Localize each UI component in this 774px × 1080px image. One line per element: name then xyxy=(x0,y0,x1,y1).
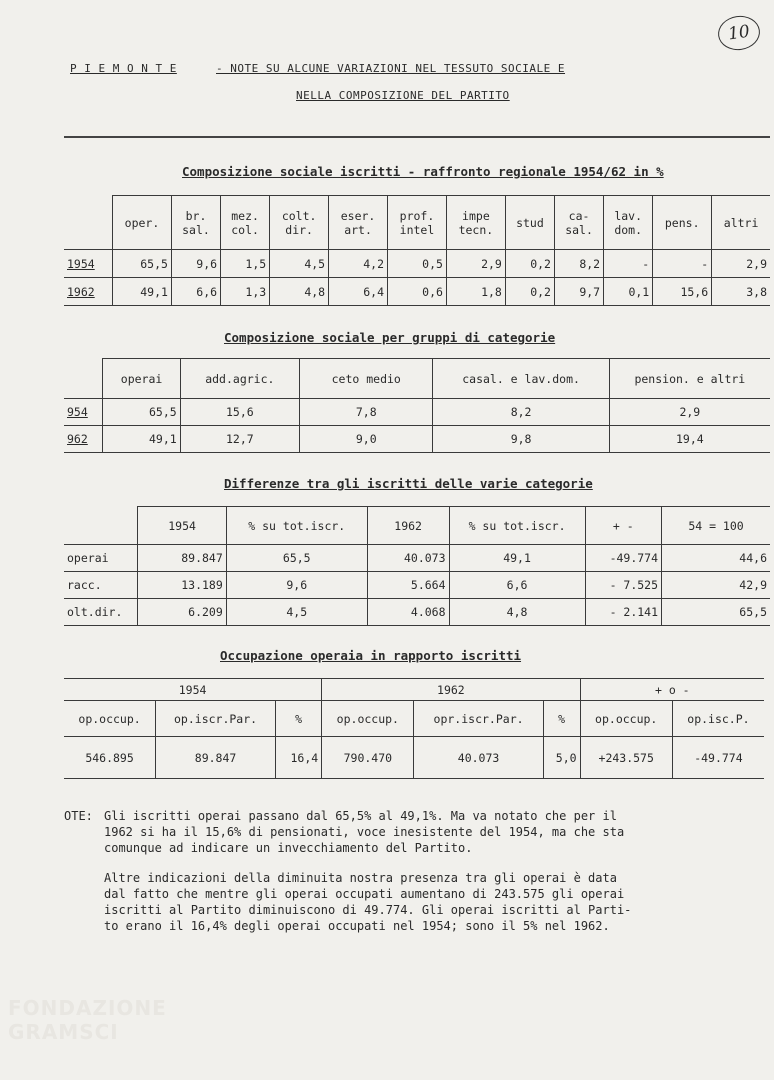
table1-cell: 2,9 xyxy=(712,250,770,278)
table-row xyxy=(64,545,770,572)
table2-corner xyxy=(64,359,103,399)
table2-cell: 15,6 xyxy=(180,399,299,426)
table1-cell: 8,2 xyxy=(554,250,603,278)
table-row xyxy=(64,250,770,278)
table4-cell: 790.470 xyxy=(322,737,414,779)
table3-title: Differenze tra gli iscritti delle varie categorie xyxy=(224,476,593,491)
table2-cell: 7,8 xyxy=(300,399,433,426)
table4 xyxy=(64,678,764,779)
table1-cell: 15,6 xyxy=(653,278,712,306)
table1-header xyxy=(270,196,329,250)
table1-cell: 4,2 xyxy=(329,250,388,278)
table3-corner xyxy=(64,507,138,545)
table3-header: 1962 xyxy=(367,507,449,545)
table4-cell: 16,4 xyxy=(276,737,322,779)
table3-row-label: operai xyxy=(64,545,138,572)
table1-cell: 4,8 xyxy=(270,278,329,306)
table2-header: casal. e lav.dom. xyxy=(433,359,609,399)
table1-header-text: lav. xyxy=(614,208,643,223)
header-title-line2: NELLA COMPOSIZIONE DEL PARTITO xyxy=(296,89,510,102)
table1-header xyxy=(554,196,603,250)
table1-header xyxy=(505,196,554,250)
table4-title: Occupazione operaia in rapporto iscritti xyxy=(220,648,522,663)
table1-header-text: ca- xyxy=(568,208,590,223)
table4-cell: +243.575 xyxy=(580,737,672,779)
table1-header-text: oper. xyxy=(124,215,160,230)
table3-header: 54 = 100 xyxy=(662,507,770,545)
table1-header-text: mez. xyxy=(231,208,259,223)
table3-header: 1954 xyxy=(138,507,226,545)
table4-cell: 40.073 xyxy=(414,737,543,779)
table4-group-1962: 1962 xyxy=(322,679,580,701)
table3-cell: 49,1 xyxy=(449,545,585,572)
table3-header: % su tot.iscr. xyxy=(449,507,585,545)
table1-header-text: br. xyxy=(185,208,207,223)
table1-header-text: intel xyxy=(399,222,435,237)
table1-cell: 1,5 xyxy=(221,250,270,278)
table2-cell: 9,8 xyxy=(433,426,609,453)
table1-title: Composizione sociale iscritti - raffronto regionale 1954/62 in % xyxy=(182,164,664,179)
table3-cell: 40.073 xyxy=(367,545,449,572)
table2-cell: 9,0 xyxy=(300,426,433,453)
table4-header: op.occup. xyxy=(322,701,414,737)
table1-header xyxy=(446,196,505,250)
table4-header: op.isc.P. xyxy=(672,701,764,737)
table4-header: op.occup. xyxy=(64,701,156,737)
table1-row-year: 1962 xyxy=(64,278,113,306)
table1-header-text: tecn. xyxy=(458,222,494,237)
table3-cell: 4,5 xyxy=(226,599,367,626)
table2-row-year: 954 xyxy=(64,399,103,426)
table2-cell: 65,5 xyxy=(103,399,180,426)
table1-header-text: altri xyxy=(723,215,759,230)
table1-header-text: colt. xyxy=(281,208,317,223)
table1-cell: - xyxy=(653,250,712,278)
table1-header-text: prof. xyxy=(399,208,435,223)
table1-header xyxy=(329,196,388,250)
notes-paragraph-2: Altre indicazioni della diminuita nostra presenza tra gli operai è data dal fatto che mentre gli operai occupati aumentano di 243.575 gli operai iscritti al Partito diminuiscono di 49.774. Gli operai iscritti al Parti- to erano il 16,4% degli operai occupati nel 1954; sono il 5% nel 1962. xyxy=(104,871,632,933)
table1-header-text: col. xyxy=(231,222,259,237)
table1-cell: 1,8 xyxy=(446,278,505,306)
table-row xyxy=(64,572,770,599)
table1-row-year: 1954 xyxy=(64,250,113,278)
table1-cell: 0,2 xyxy=(505,278,554,306)
table3-header: % su tot.iscr. xyxy=(226,507,367,545)
table-row xyxy=(64,278,770,306)
table1-header xyxy=(604,196,653,250)
table1-cell: 0,6 xyxy=(388,278,447,306)
table3-cell: - 7.525 xyxy=(585,572,661,599)
table1-cell: 65,5 xyxy=(113,250,172,278)
table2 xyxy=(64,358,770,453)
table3 xyxy=(64,506,770,626)
table2-cell: 49,1 xyxy=(103,426,180,453)
table1-header-text: sal. xyxy=(182,222,210,237)
table-row xyxy=(64,426,770,453)
table3-cell: 65,5 xyxy=(662,599,770,626)
watermark-line1: FONDAZIONE xyxy=(8,996,167,1020)
table4-header: op.occup. xyxy=(580,701,672,737)
table2-header: pension. e altri xyxy=(609,359,770,399)
table1-cell: - xyxy=(604,250,653,278)
table2-header: add.agric. xyxy=(180,359,299,399)
table1-header xyxy=(653,196,712,250)
table4-header: op.iscr.Par. xyxy=(156,701,276,737)
table2-cell: 8,2 xyxy=(433,399,609,426)
table1-header-text: dir. xyxy=(285,222,313,237)
table1-header-text: sal. xyxy=(565,222,593,237)
table2-title: Composizione sociale per gruppi di categorie xyxy=(224,330,556,345)
table1-corner xyxy=(64,196,113,250)
table1-cell: 1,3 xyxy=(221,278,270,306)
table1-header-text: pens. xyxy=(664,215,700,230)
table1-cell: 0,5 xyxy=(388,250,447,278)
table1-cell: 0,2 xyxy=(505,250,554,278)
table2-row-year: 962 xyxy=(64,426,103,453)
table3-cell: 5.664 xyxy=(367,572,449,599)
table4-cell: -49.774 xyxy=(672,737,764,779)
divider xyxy=(64,136,770,138)
table3-cell: 42,9 xyxy=(662,572,770,599)
table1-cell: 6,6 xyxy=(171,278,220,306)
table3-cell: -49.774 xyxy=(585,545,661,572)
table1-cell: 49,1 xyxy=(113,278,172,306)
table3-cell: 65,5 xyxy=(226,545,367,572)
table3-row-label: olt.dir. xyxy=(64,599,138,626)
watermark xyxy=(8,996,167,1044)
table2-header: ceto medio xyxy=(300,359,433,399)
table3-cell: 9,6 xyxy=(226,572,367,599)
table4-cell: 89.847 xyxy=(156,737,276,779)
table3-cell: 44,6 xyxy=(662,545,770,572)
table4-group-1954: 1954 xyxy=(64,679,322,701)
table1-cell: 4,5 xyxy=(270,250,329,278)
table1-header xyxy=(388,196,447,250)
table3-cell: 4.068 xyxy=(367,599,449,626)
table4-group-diff: + o - xyxy=(580,679,764,701)
table1-header-text: impe xyxy=(462,208,490,223)
table3-cell: - 2.141 xyxy=(585,599,661,626)
table1-cell: 9,7 xyxy=(554,278,603,306)
table1-cell: 2,9 xyxy=(446,250,505,278)
table3-cell: 4,8 xyxy=(449,599,585,626)
table1-header-text: eser. xyxy=(340,208,376,223)
table1-header xyxy=(221,196,270,250)
table3-cell: 89.847 xyxy=(138,545,226,572)
header-title-line1: - NOTE SU ALCUNE VARIAZIONI NEL TESSUTO SOCIALE E xyxy=(216,62,566,75)
table2-cell: 2,9 xyxy=(609,399,770,426)
watermark-line2: GRAMSCI xyxy=(8,1020,119,1044)
table4-cell: 546.895 xyxy=(64,737,156,779)
table3-cell: 6.209 xyxy=(138,599,226,626)
table1-header xyxy=(171,196,220,250)
table4-header: % xyxy=(276,701,322,737)
table1-cell: 0,1 xyxy=(604,278,653,306)
table4-header: opr.iscr.Par. xyxy=(414,701,543,737)
table1-header-text: dom. xyxy=(614,222,643,237)
table1 xyxy=(64,195,770,306)
table-row xyxy=(64,599,770,626)
table1-header xyxy=(113,196,172,250)
table3-cell: 6,6 xyxy=(449,572,585,599)
table3-header: + - xyxy=(585,507,661,545)
page-number: 10 xyxy=(716,13,762,53)
table4-header: % xyxy=(543,701,580,737)
table4-cell: 5,0 xyxy=(543,737,580,779)
table1-header xyxy=(712,196,770,250)
table1-cell: 3,8 xyxy=(712,278,770,306)
table-row xyxy=(64,399,770,426)
notes-label: OTE: xyxy=(64,809,93,823)
notes-paragraph-1: Gli iscritti operai passano dal 65,5% al 49,1%. Ma va notato che per il 1962 si ha il 15,6% di pensionati, voce inesistente del 1954, ma che sta comunque ad indicare un invecchiamento del Partito. xyxy=(104,809,625,855)
header-region: P I E M O N T E xyxy=(70,62,177,75)
table3-row-label: racc. xyxy=(64,572,138,599)
table1-cell: 6,4 xyxy=(329,278,388,306)
table1-cell: 9,6 xyxy=(171,250,220,278)
table3-cell: 13.189 xyxy=(138,572,226,599)
table1-header-text: stud xyxy=(516,215,544,230)
table1-header-text: art. xyxy=(344,222,372,237)
table2-header: operai xyxy=(103,359,180,399)
table2-cell: 19,4 xyxy=(609,426,770,453)
table2-cell: 12,7 xyxy=(180,426,299,453)
